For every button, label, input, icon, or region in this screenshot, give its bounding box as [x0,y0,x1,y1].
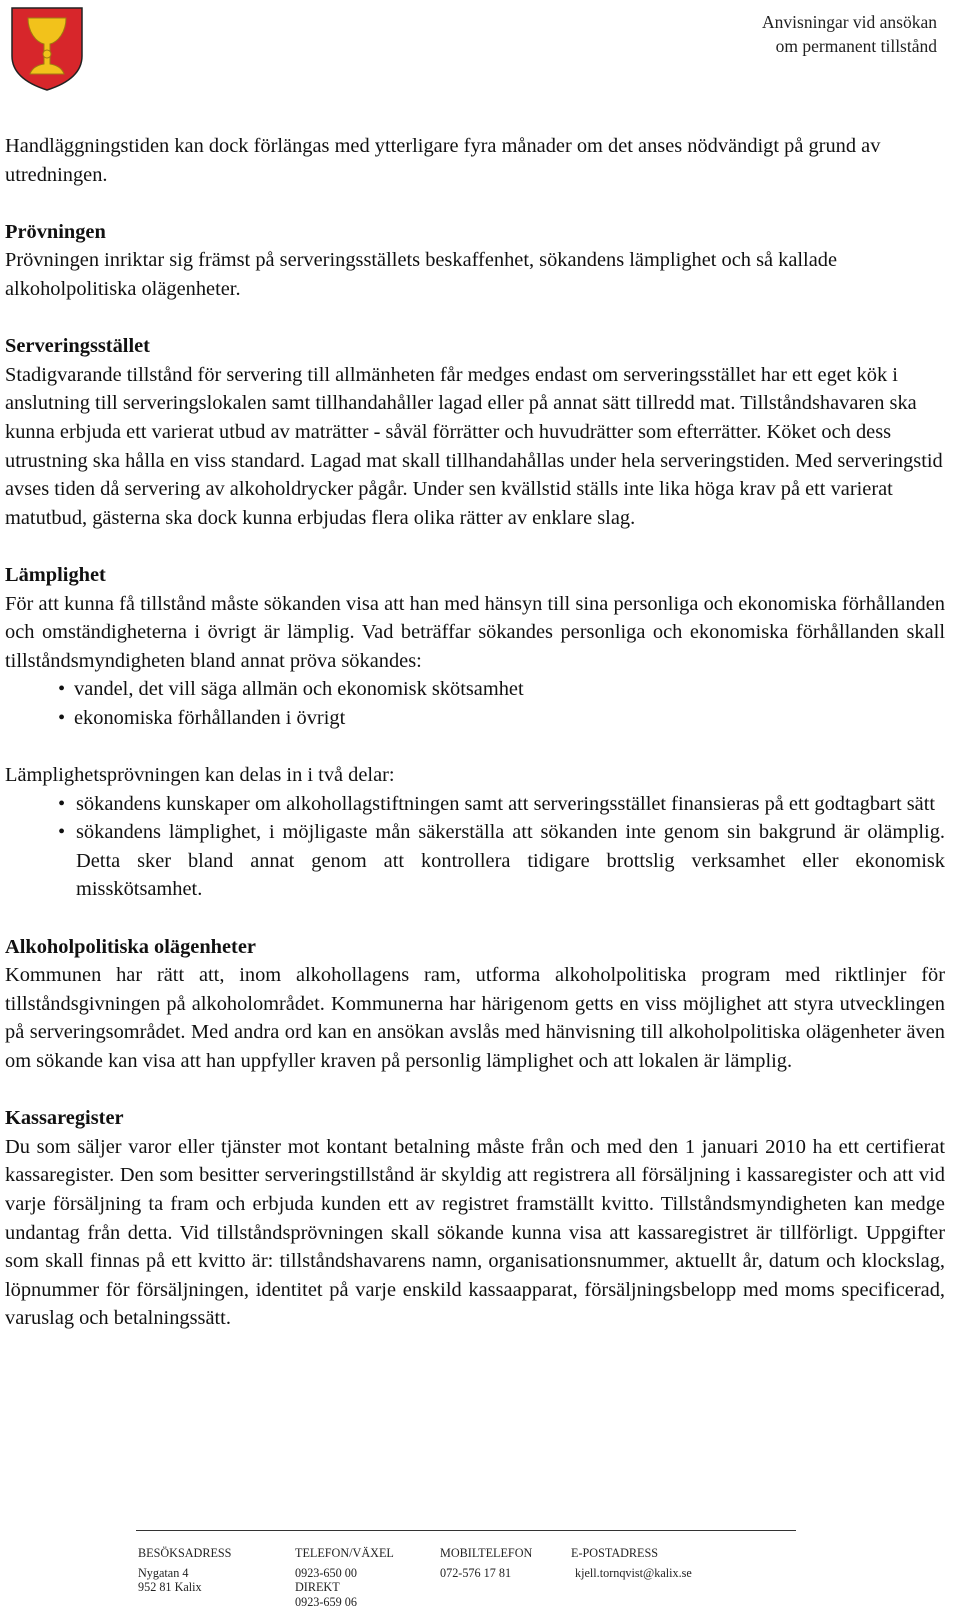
intro-paragraph: Handläggningstiden kan dock förlängas med ytterligare fyra månader om det anses nödvändigt på grund av utredningen. [5,135,881,186]
list-item: • vandel, det vill säga allmän och ekonomisk skötsamhet [58,675,945,704]
list-item: • sökandens lämplighet, i möjligaste mån säkerställa att sökanden inte genom sin bakgrund är olämplig. Detta sker bland annat genom att kontrollera tidigare brottslig verksamhet eller ekonomisk misskötsamhet. [58,818,945,904]
municipality-logo [8,4,86,92]
provningen-heading: Prövningen [5,220,106,243]
kassaregister-heading: Kassaregister [5,1107,124,1130]
alkoholpolitiska-paragraph: Kommunen har rätt att, inom alkohollagens ram, utforma alkoholpolitiska program med riktlinjer för tillståndsgivningen på alkoholområdet. Kommunerna har härigenom getts en viss möjlighet att styra utvecklingen på serveringsområdet. Med andra ord kan en ansökan avslås med hänvisning till alkoholpolitiska olägenheter även om sökande kan visa att han uppfyller kraven på personlig lämplighet och att lokalen är lämplig. [5,964,945,1072]
footer-phone-value: 0923-650 00 [295,1565,357,1580]
footer-email-label: E-POSTADRESS [571,1546,659,1560]
lamplighet-parts-list [5,790,945,904]
lamplighet-paragraph: För att kunna få tillstånd måste sökanden visa att han med hänsyn till sina personliga och ekonomiska förhållanden och omständigheterna i övrigt är lämplig. Vad beträffar sökandes personliga och ekonomiska förhållanden skall tillståndsmyndigheten bland annat pröva sökandes: [5,592,945,672]
lamplighet-bullet-list [5,675,945,732]
footer-email [571,1546,692,1580]
footer-address-label: BESÖKSADRESS [138,1546,232,1560]
footer-divider [136,1530,796,1531]
footer-direct-value: 0923-659 06 [295,1594,357,1609]
lamplighet-heading: Lämplighet [5,563,106,586]
footer-address-line2: 952 81 Kalix [138,1580,202,1594]
document-body [5,132,945,1333]
footer-phone-label: TELEFON/VÄXEL [295,1546,394,1560]
alkoholpolitiska-heading: Alkoholpolitiska olägenheter [5,935,256,958]
list-item: • ekonomiska förhållanden i övrigt [58,704,945,733]
list-item: • sökandens kunskaper om alkohollagstiftningen samt att serveringsstället finansieras på ett godtagbart sätt [58,790,945,819]
provningen-paragraph: Prövningen inriktar sig främst på serveringsställets beskaffenhet, sökandens lämplighet och så kallade alkoholpolitiska olägenheter. [5,249,838,300]
chalice-coat-of-arms-icon [8,4,86,92]
document-header [762,10,937,58]
footer-direct-label: DIREKT [295,1580,340,1594]
footer-address [138,1546,231,1595]
footer-address-line1: Nygatan 4 [138,1565,189,1580]
lamplighet-parts-intro: Lämplighetsprövningen kan delas in i två delar: [5,764,395,787]
kassaregister-paragraph: Du som säljer varor eller tjänster mot kontant betalning måste från och med den 1 januari 2010 ha ett certifierat kassaregister. Den som besitter serveringstillstånd är skyldig att registrera all försäljning i kassaregister och att vid varje försäljning ta fram och erbjuda kunden ett av registret framställt kvitto. Tillståndsmyndigheten kan medge undantag från detta. Vid tillståndsprövningen skall sökande kunna visa att kassaregistret är tillförligt. Uppgifter som skall finnas på ett kvitto är: tillståndshavarens namn, organisationsnummer, aktuellt år, datum och klockslag, löpnummer för försäljningen, identitet på varje enskild kassaapparat, försäljningsbelopp med moms specificerad, varuslag och betalningssätt. [5,1135,945,1330]
footer-mobile-label: MOBILTELEFON [440,1546,533,1560]
footer-mobile-value: 072-576 17 81 [440,1565,512,1580]
serveringsstallet-heading: Serveringsstället [5,335,150,358]
footer-mobile [440,1546,532,1580]
footer-email-value[interactable]: kjell.tornqvist@kalix.se [575,1565,692,1580]
footer-phone [295,1546,394,1609]
header-title-line1: Anvisningar vid ansökan [762,12,937,32]
header-title-line2: om permanent tillstånd [775,36,937,56]
serveringsstallet-paragraph: Stadigvarande tillstånd för servering till allmänheten får medges endast om serveringsstället har ett eget kök i anslutning till serveringslokalen samt tillhandahåller lagad eller på annat sätt tillredd mat. Tillståndshavaren ska kunna erbjuda ett varierat utbud av maträtter - såväl förrätter och huvudrätter som efterrätter. Köket och dess utrustning ska hålla en viss standard. Lagad mat skall tillhandahållas under hela serveringstiden. Med serveringstid avses tiden då servering av alkoholdrycker pågår. Under sen kvällstid ställs inte lika höga krav på ett varierat matutbud, gästerna ska dock kunna erbjudas flera olika rätter av enklare slag. [5,363,943,529]
